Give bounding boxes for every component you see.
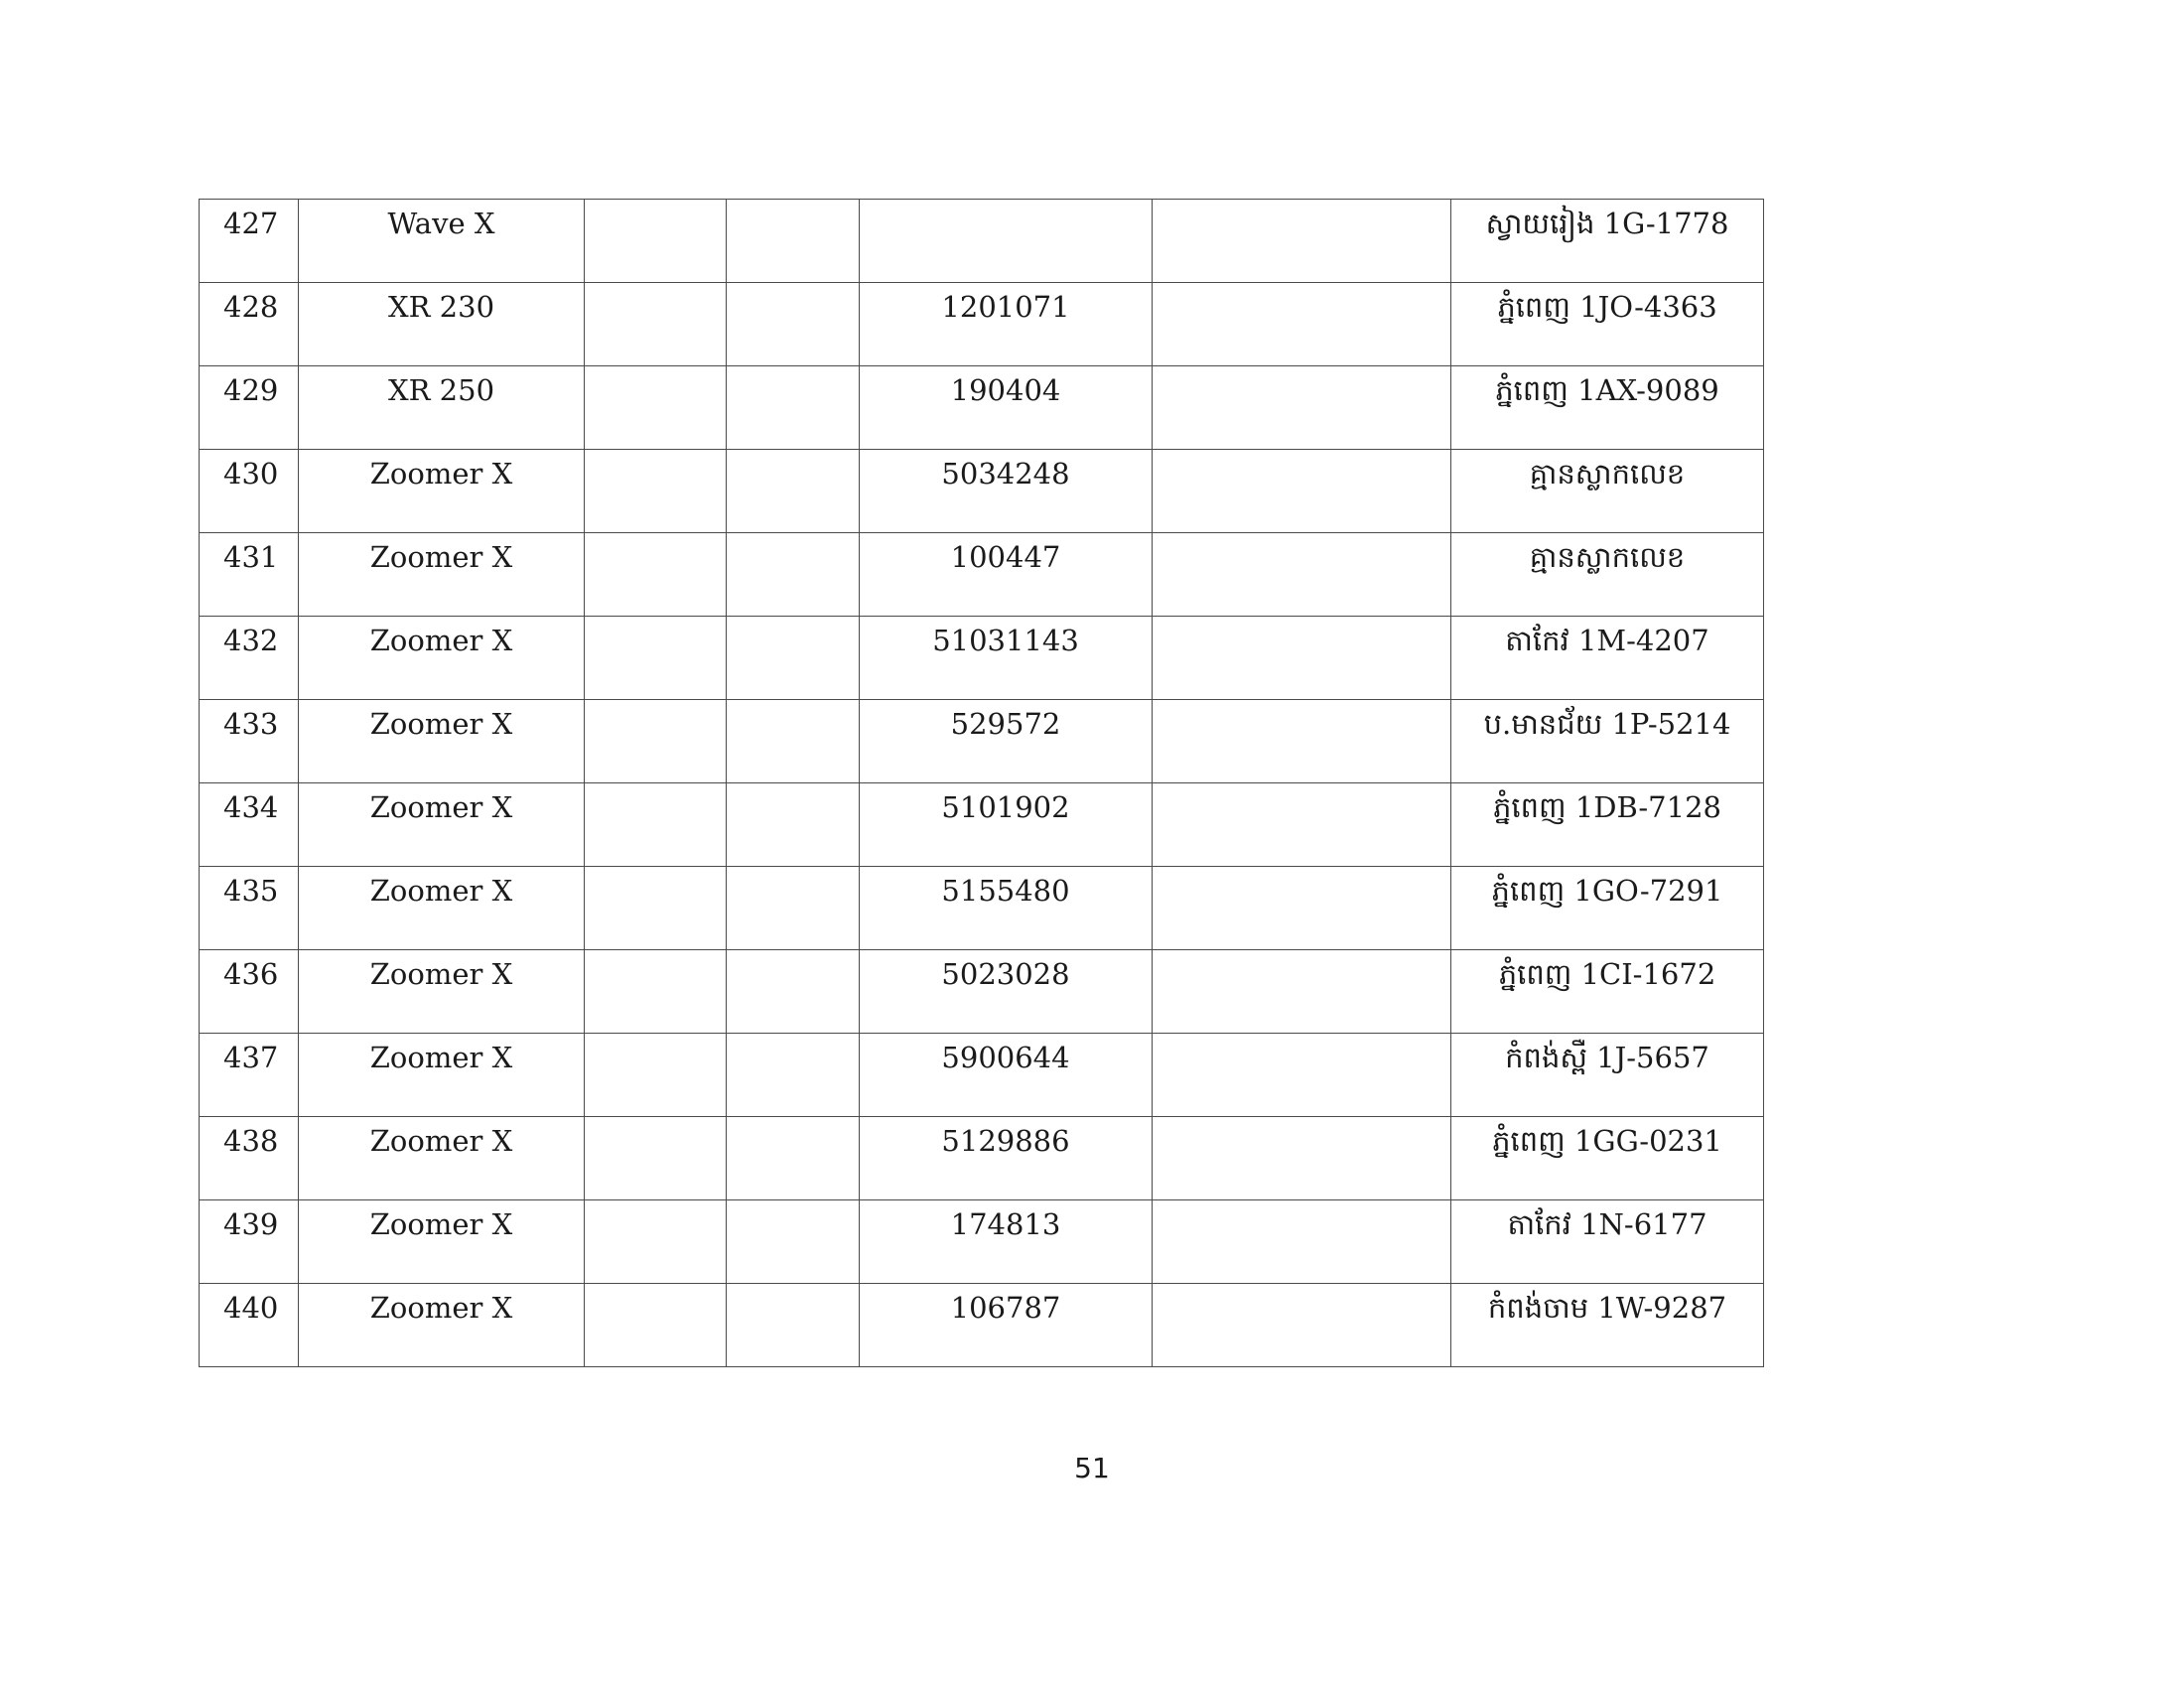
cell-column-6 (1153, 867, 1451, 950)
cell-column-3 (585, 950, 727, 1034)
table-row (200, 283, 1764, 366)
cell-engine-number: 5034248 (860, 450, 1153, 533)
cell-column-6 (1153, 1117, 1451, 1200)
table-row (200, 867, 1764, 950)
cell-number: 438 (200, 1117, 299, 1200)
cell-model: Zoomer X (299, 1034, 585, 1117)
table-row (200, 450, 1764, 533)
cell-number: 432 (200, 617, 299, 700)
cell-column-6 (1153, 366, 1451, 450)
cell-model: XR 250 (299, 366, 585, 450)
cell-plate: ភ្នំពេញ 1JO-4363 (1451, 283, 1764, 366)
page-number: 51 (1074, 1452, 1110, 1484)
cell-column-3 (585, 283, 727, 366)
cell-column-3 (585, 366, 727, 450)
cell-column-4 (727, 533, 860, 617)
cell-column-4 (727, 617, 860, 700)
cell-column-4 (727, 283, 860, 366)
cell-plate: គ្មានស្លាកលេខ (1451, 450, 1764, 533)
cell-model: Zoomer X (299, 1117, 585, 1200)
cell-column-3 (585, 1034, 727, 1117)
table-row (200, 533, 1764, 617)
cell-engine-number: 5900644 (860, 1034, 1153, 1117)
cell-plate: ភ្នំពេញ 1GO-7291 (1451, 867, 1764, 950)
cell-plate: ភ្នំពេញ 1AX-9089 (1451, 366, 1764, 450)
vehicle-records-table (199, 199, 1764, 1367)
cell-model: Zoomer X (299, 533, 585, 617)
cell-column-3 (585, 783, 727, 867)
table-row (200, 1117, 1764, 1200)
cell-model: Zoomer X (299, 867, 585, 950)
cell-number: 428 (200, 283, 299, 366)
cell-plate: កំពង់ចាម 1W-9287 (1451, 1284, 1764, 1367)
cell-column-4 (727, 1200, 860, 1284)
cell-engine-number (860, 200, 1153, 283)
cell-column-3 (585, 1284, 727, 1367)
table-row (200, 1200, 1764, 1284)
cell-number: 437 (200, 1034, 299, 1117)
cell-number: 435 (200, 867, 299, 950)
table-row (200, 950, 1764, 1034)
cell-plate: តាកែវ 1N-6177 (1451, 1200, 1764, 1284)
cell-model: Zoomer X (299, 950, 585, 1034)
cell-number: 429 (200, 366, 299, 450)
cell-engine-number: 529572 (860, 700, 1153, 783)
cell-model: XR 230 (299, 283, 585, 366)
cell-column-4 (727, 1117, 860, 1200)
cell-column-6 (1153, 283, 1451, 366)
cell-column-6 (1153, 617, 1451, 700)
cell-engine-number: 190404 (860, 366, 1153, 450)
cell-engine-number: 51031143 (860, 617, 1153, 700)
cell-column-3 (585, 1200, 727, 1284)
table-row (200, 783, 1764, 867)
cell-number: 433 (200, 700, 299, 783)
cell-plate: ស្វាយរៀង 1G-1778 (1451, 200, 1764, 283)
cell-plate: ភ្នំពេញ 1CI-1672 (1451, 950, 1764, 1034)
cell-column-6 (1153, 950, 1451, 1034)
cell-column-6 (1153, 783, 1451, 867)
cell-column-4 (727, 783, 860, 867)
cell-column-3 (585, 700, 727, 783)
cell-column-6 (1153, 1284, 1451, 1367)
cell-model: Zoomer X (299, 1200, 585, 1284)
cell-column-3 (585, 450, 727, 533)
cell-column-3 (585, 533, 727, 617)
cell-plate: ប.មានជ័យ 1P-5214 (1451, 700, 1764, 783)
cell-engine-number: 5155480 (860, 867, 1153, 950)
cell-column-4 (727, 1034, 860, 1117)
cell-column-4 (727, 867, 860, 950)
cell-column-6 (1153, 700, 1451, 783)
cell-column-4 (727, 366, 860, 450)
cell-column-6 (1153, 450, 1451, 533)
table-body (200, 200, 1764, 1367)
table-row (200, 617, 1764, 700)
cell-column-6 (1153, 533, 1451, 617)
cell-plate: ភ្នំពេញ 1DB-7128 (1451, 783, 1764, 867)
cell-plate: តាកែវ 1M-4207 (1451, 617, 1764, 700)
cell-model: Zoomer X (299, 450, 585, 533)
cell-model: Zoomer X (299, 617, 585, 700)
cell-engine-number: 100447 (860, 533, 1153, 617)
cell-engine-number: 5101902 (860, 783, 1153, 867)
cell-column-6 (1153, 1200, 1451, 1284)
cell-number: 431 (200, 533, 299, 617)
cell-column-3 (585, 1117, 727, 1200)
table-row (200, 200, 1764, 283)
table-row (200, 1284, 1764, 1367)
cell-column-4 (727, 200, 860, 283)
cell-number: 439 (200, 1200, 299, 1284)
cell-engine-number: 106787 (860, 1284, 1153, 1367)
cell-column-3 (585, 867, 727, 950)
table-row (200, 1034, 1764, 1117)
cell-plate: ភ្នំពេញ 1GG-0231 (1451, 1117, 1764, 1200)
cell-column-4 (727, 700, 860, 783)
cell-model: Zoomer X (299, 783, 585, 867)
table-row (200, 366, 1764, 450)
cell-engine-number: 1201071 (860, 283, 1153, 366)
cell-plate: កំពង់ស្ពឺ 1J-5657 (1451, 1034, 1764, 1117)
cell-engine-number: 174813 (860, 1200, 1153, 1284)
cell-model: Zoomer X (299, 700, 585, 783)
cell-column-4 (727, 450, 860, 533)
cell-number: 436 (200, 950, 299, 1034)
cell-model: Zoomer X (299, 1284, 585, 1367)
cell-engine-number: 5129886 (860, 1117, 1153, 1200)
cell-plate: គ្មានស្លាកលេខ (1451, 533, 1764, 617)
cell-model: Wave X (299, 200, 585, 283)
cell-number: 440 (200, 1284, 299, 1367)
cell-column-6 (1153, 200, 1451, 283)
cell-column-6 (1153, 1034, 1451, 1117)
cell-column-3 (585, 200, 727, 283)
cell-column-4 (727, 1284, 860, 1367)
cell-number: 427 (200, 200, 299, 283)
table-row (200, 700, 1764, 783)
cell-column-3 (585, 617, 727, 700)
cell-number: 430 (200, 450, 299, 533)
cell-column-4 (727, 950, 860, 1034)
cell-number: 434 (200, 783, 299, 867)
cell-engine-number: 5023028 (860, 950, 1153, 1034)
